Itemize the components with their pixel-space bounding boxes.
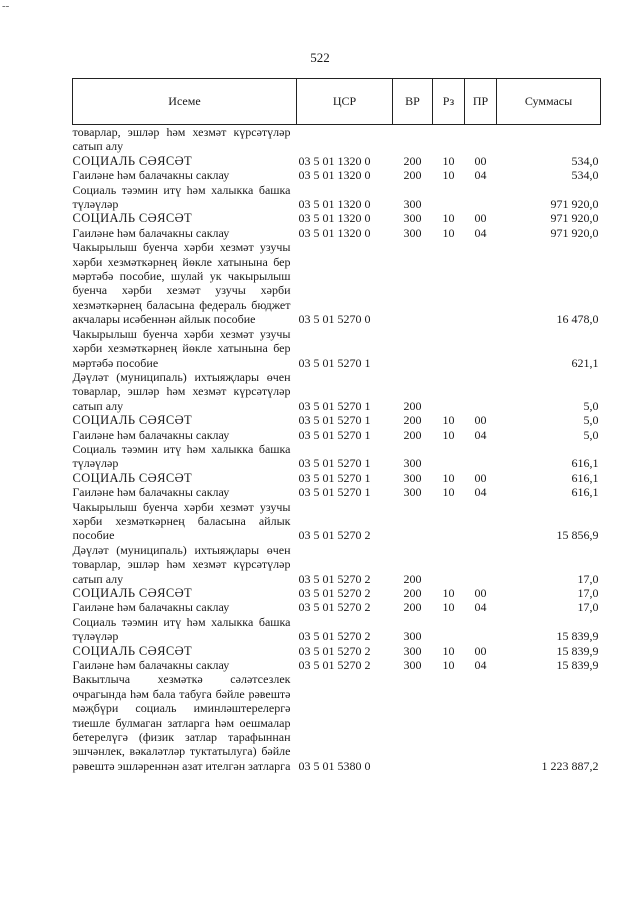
cell-pr bbox=[465, 327, 497, 370]
cell-rz bbox=[433, 672, 465, 773]
cell-name: СОЦИАЛЬ СӘЯСӘТ bbox=[72, 413, 193, 428]
table-row bbox=[73, 327, 601, 370]
cell-vr bbox=[393, 500, 433, 543]
cell-rz: 10 bbox=[442, 153, 455, 168]
cell-csr: 03 5 01 5270 2 bbox=[298, 643, 371, 658]
cell-name: Чакырылыш буенча хәрби хезмәт узучы хәрби хезмәткәрнең баласына айлык пособие bbox=[72, 499, 291, 543]
corner-mark: -- bbox=[2, 0, 10, 12]
cell-sum: 5,0 bbox=[583, 398, 599, 413]
table-row bbox=[73, 672, 601, 773]
table-row bbox=[73, 226, 601, 240]
cell-csr: 03 5 01 1320 0 bbox=[298, 225, 371, 240]
cell-vr: 200 bbox=[403, 586, 422, 600]
table-row bbox=[73, 442, 601, 471]
cell-csr: 03 5 01 5270 1 bbox=[298, 485, 371, 500]
cell-vr bbox=[393, 125, 433, 154]
cell-name: Гаиләне һәм балачакны саклау bbox=[72, 427, 230, 442]
cell-rz bbox=[433, 327, 465, 370]
cell-vr: 200 bbox=[403, 398, 422, 413]
cell-sum: 616,1 bbox=[571, 456, 599, 471]
cell-csr: 03 5 01 5270 1 bbox=[298, 470, 371, 485]
header-name: Исеме bbox=[73, 79, 297, 125]
cell-csr: 03 5 01 1320 0 bbox=[298, 153, 371, 168]
header-pr: ПР bbox=[465, 79, 497, 125]
cell-vr bbox=[393, 672, 433, 773]
cell-name: Гаиләне һәм балачакны саклау bbox=[72, 658, 230, 673]
cell-pr bbox=[465, 543, 497, 586]
table-row bbox=[73, 413, 601, 427]
cell-csr: 03 5 01 5270 2 bbox=[298, 629, 371, 644]
table-row bbox=[73, 615, 601, 644]
cell-vr: 200 bbox=[403, 153, 422, 168]
cell-rz: 10 bbox=[442, 225, 455, 240]
header-sum: Суммасы bbox=[497, 79, 601, 125]
table-row bbox=[73, 183, 601, 212]
cell-name: Дәүләт (муниципаль) ихтыяҗлары өчен товарлар, эшләр һәм хезмәт күрсәтүләр сатып алу bbox=[72, 542, 291, 586]
cell-csr: 03 5 01 5270 2 bbox=[298, 528, 371, 543]
cell-name: СОЦИАЛЬ СӘЯСӘТ bbox=[72, 470, 193, 485]
cell-rz bbox=[433, 183, 465, 212]
cell-pr: 04 bbox=[474, 427, 487, 442]
table-row bbox=[73, 586, 601, 600]
cell-name: СОЦИАЛЬ СӘЯСӘТ bbox=[72, 211, 193, 226]
table-row bbox=[73, 471, 601, 485]
cell-csr: 03 5 01 5270 0 bbox=[298, 312, 371, 327]
cell-rz: 10 bbox=[442, 470, 455, 485]
cell-name: Гаиләне һәм балачакны саклау bbox=[72, 600, 230, 615]
cell-pr bbox=[465, 442, 497, 471]
cell-vr: 300 bbox=[403, 643, 422, 658]
cell-vr: 200 bbox=[403, 413, 422, 428]
cell-csr: 03 5 01 5270 1 bbox=[298, 456, 371, 471]
cell-pr: 00 bbox=[474, 643, 487, 658]
cell-rz bbox=[433, 543, 465, 586]
cell-name: Дәүләт (муниципаль) ихтыяҗлары өчен товарлар, эшләр һәм хезмәт күрсәтүләр сатып алу bbox=[72, 369, 291, 413]
cell-rz: 10 bbox=[442, 427, 455, 442]
budget-table bbox=[72, 78, 601, 773]
cell-name: Социаль тәэмин итү һәм халыкка башка түләүләр bbox=[72, 182, 291, 212]
cell-pr: 04 bbox=[474, 658, 487, 673]
cell-pr: 04 bbox=[474, 168, 487, 183]
cell-name: Гаиләне һәм балачакны саклау bbox=[72, 168, 230, 183]
table-row bbox=[73, 485, 601, 499]
cell-csr: 03 5 01 5270 2 bbox=[298, 586, 371, 600]
table-row bbox=[73, 125, 601, 154]
cell-rz: 10 bbox=[442, 586, 455, 600]
cell-name: Вакытлыча хезмәткә сәләтсезлек очрагында һәм бала табуга бәйле рәвештә мәҗбүри социаль иминләштерелергә тиешле булмаган затларга һәм оешмалар бетерелүгә (физик затлар тарафыннан эшчәнлек, вәкаләтләр туктатылуга) бәйле рәвештә эшләреннән азат ителгән затларга bbox=[72, 672, 291, 773]
cell-name: СОЦИАЛЬ СӘЯСӘТ bbox=[72, 586, 193, 600]
cell-sum: 1 223 887,2 bbox=[541, 758, 599, 773]
cell-rz: 10 bbox=[442, 658, 455, 673]
table-row bbox=[73, 644, 601, 658]
cell-name: товарлар, эшләр һәм хезмәт күрсәтүләр сатып алу bbox=[72, 125, 291, 154]
cell-csr bbox=[297, 125, 393, 154]
cell-name: Гаиләне һәм балачакны саклау bbox=[72, 225, 230, 240]
cell-csr: 03 5 01 1320 0 bbox=[298, 197, 371, 212]
cell-csr: 03 5 01 1320 0 bbox=[298, 168, 371, 183]
table-row bbox=[73, 500, 601, 543]
cell-rz: 10 bbox=[442, 600, 455, 615]
cell-sum: 534,0 bbox=[571, 168, 599, 183]
cell-sum: 534,0 bbox=[571, 153, 599, 168]
cell-csr: 03 5 01 5270 2 bbox=[298, 600, 371, 615]
cell-rz bbox=[433, 370, 465, 413]
cell-name: СОЦИАЛЬ СӘЯСӘТ bbox=[72, 153, 193, 168]
cell-sum: 5,0 bbox=[583, 427, 599, 442]
cell-pr bbox=[465, 672, 497, 773]
cell-vr: 300 bbox=[403, 485, 422, 500]
cell-rz: 10 bbox=[442, 413, 455, 428]
cell-pr bbox=[465, 240, 497, 326]
cell-pr: 00 bbox=[474, 470, 487, 485]
header-csr: ЦСР bbox=[297, 79, 393, 125]
cell-pr bbox=[465, 125, 497, 154]
cell-sum: 17,0 bbox=[577, 586, 599, 600]
cell-vr: 300 bbox=[403, 225, 422, 240]
cell-sum: 5,0 bbox=[583, 413, 599, 428]
cell-vr: 200 bbox=[403, 168, 422, 183]
cell-pr: 00 bbox=[474, 586, 487, 600]
cell-pr: 04 bbox=[474, 225, 487, 240]
header-rz: Рз bbox=[433, 79, 465, 125]
cell-pr: 04 bbox=[474, 485, 487, 500]
cell-pr: 00 bbox=[474, 413, 487, 428]
table-header-row bbox=[73, 79, 601, 125]
header-vr: ВР bbox=[393, 79, 433, 125]
table-row bbox=[73, 428, 601, 442]
cell-vr: 300 bbox=[403, 470, 422, 485]
cell-vr bbox=[393, 327, 433, 370]
cell-sum: 15 856,9 bbox=[556, 528, 599, 543]
cell-vr: 200 bbox=[403, 600, 422, 615]
cell-sum: 616,1 bbox=[571, 485, 599, 500]
cell-csr: 03 5 01 5270 1 bbox=[298, 398, 371, 413]
cell-rz bbox=[433, 442, 465, 471]
cell-csr: 03 5 01 5270 2 bbox=[298, 571, 371, 586]
table-row bbox=[73, 154, 601, 168]
cell-sum: 971 920,0 bbox=[550, 225, 599, 240]
table-row bbox=[73, 370, 601, 413]
cell-pr bbox=[465, 183, 497, 212]
cell-vr: 300 bbox=[403, 658, 422, 673]
cell-sum: 17,0 bbox=[577, 600, 599, 615]
cell-sum: 616,1 bbox=[571, 470, 599, 485]
cell-sum: 971 920,0 bbox=[550, 197, 599, 212]
cell-pr: 00 bbox=[474, 153, 487, 168]
cell-rz: 10 bbox=[442, 485, 455, 500]
cell-name: Чакырылыш буенча хәрби хезмәт узучы хәрби хезмәткәрнең йөкле хатынына бер мәртәбә пособие, шулай ук чакырылыш буенча хәрби хезмәт узучы хәрби хезмәткәрнең баласына федераль бюджет акчалары исәбеннән айлык пособие bbox=[72, 240, 291, 327]
cell-vr: 300 bbox=[403, 197, 422, 212]
cell-vr bbox=[393, 240, 433, 326]
cell-rz: 10 bbox=[442, 643, 455, 658]
cell-vr: 300 bbox=[403, 629, 422, 644]
cell-csr: 03 5 01 5270 1 bbox=[298, 355, 371, 370]
cell-csr: 03 5 01 5270 2 bbox=[298, 658, 371, 673]
cell-name: Чакырылыш буенча хәрби хезмәт узучы хәрби хезмәткәрнең йөкле хатынына бер мәртәбә пособие bbox=[72, 326, 291, 370]
cell-pr bbox=[465, 500, 497, 543]
cell-vr: 200 bbox=[403, 571, 422, 586]
cell-rz: 10 bbox=[442, 168, 455, 183]
cell-csr: 03 5 01 1320 0 bbox=[298, 211, 371, 226]
cell-vr: 300 bbox=[403, 456, 422, 471]
table-row bbox=[73, 600, 601, 614]
cell-pr: 04 bbox=[474, 600, 487, 615]
cell-sum: 15 839,9 bbox=[556, 643, 599, 658]
cell-sum: 17,0 bbox=[577, 571, 599, 586]
cell-vr: 300 bbox=[403, 211, 422, 226]
table-row bbox=[73, 240, 601, 326]
table-row bbox=[73, 211, 601, 225]
cell-pr: 00 bbox=[474, 211, 487, 226]
cell-name: Гаиләне һәм балачакны саклау bbox=[72, 485, 230, 500]
cell-pr bbox=[465, 370, 497, 413]
cell-sum: 15 839,9 bbox=[556, 658, 599, 673]
cell-sum: 16 478,0 bbox=[556, 312, 599, 327]
cell-rz bbox=[433, 125, 465, 154]
cell-csr: 03 5 01 5270 1 bbox=[298, 413, 371, 428]
cell-sum: 15 839,9 bbox=[556, 629, 599, 644]
table-row bbox=[73, 543, 601, 586]
cell-csr: 03 5 01 5270 1 bbox=[298, 427, 371, 442]
table-body bbox=[73, 125, 601, 774]
cell-name: Социаль тәэмин итү һәм халыкка башка түләүләр bbox=[72, 614, 291, 644]
cell-rz bbox=[433, 615, 465, 644]
cell-sum: 621,1 bbox=[571, 355, 599, 370]
cell-pr bbox=[465, 615, 497, 644]
page-number: 522 bbox=[310, 50, 330, 65]
cell-csr: 03 5 01 5380 0 bbox=[298, 758, 371, 773]
cell-name: Социаль тәэмин итү һәм халыкка башка түләүләр bbox=[72, 441, 291, 471]
cell-sum bbox=[497, 125, 601, 154]
cell-rz bbox=[433, 500, 465, 543]
cell-rz: 10 bbox=[442, 211, 455, 226]
cell-rz bbox=[433, 240, 465, 326]
cell-sum: 971 920,0 bbox=[550, 211, 599, 226]
table-row bbox=[73, 168, 601, 182]
table-row bbox=[73, 658, 601, 672]
cell-name: СОЦИАЛЬ СӘЯСӘТ bbox=[72, 643, 193, 658]
cell-vr: 200 bbox=[403, 427, 422, 442]
